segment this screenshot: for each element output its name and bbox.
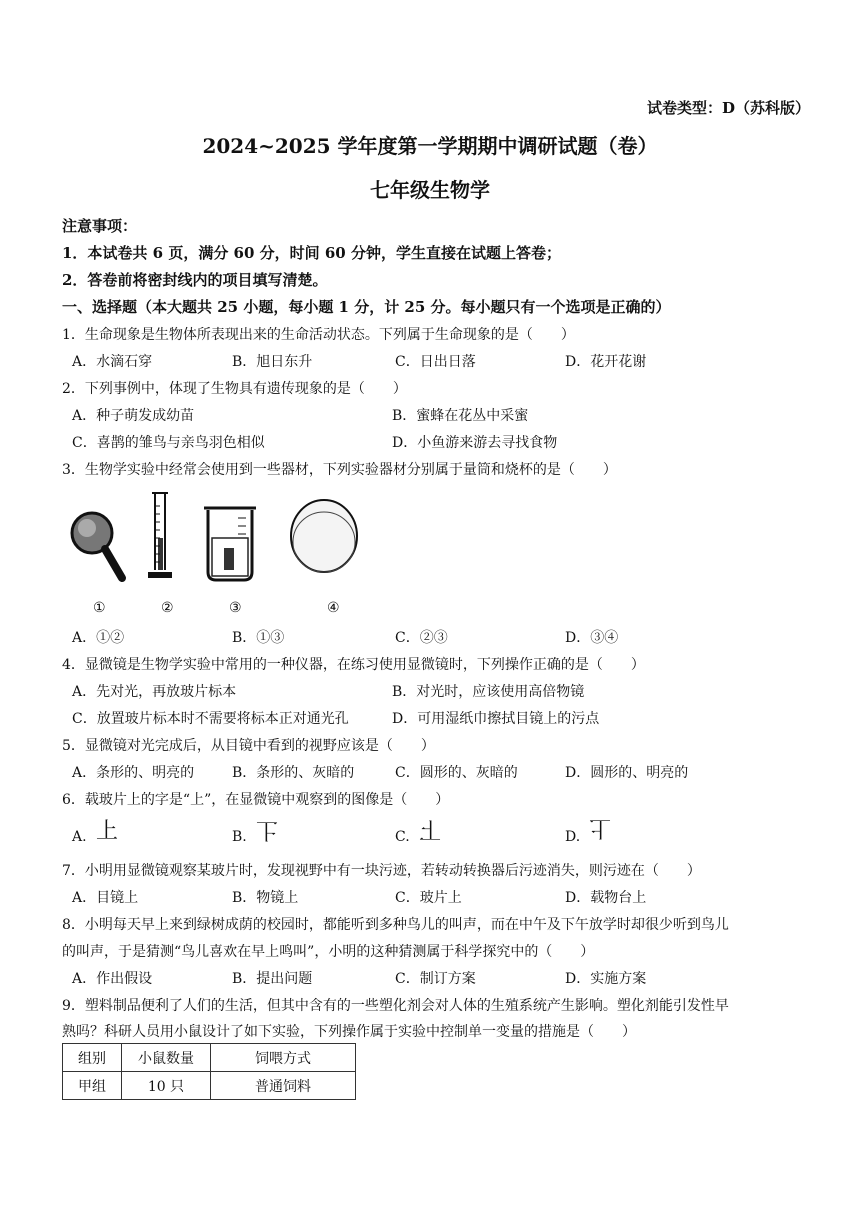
subject-title: 七年级生物学 xyxy=(370,178,490,202)
option-d: D．小鱼游来游去寻找食物 xyxy=(392,435,558,451)
option-a: A．目镜上 xyxy=(72,890,139,906)
option-a: A．作出假设 xyxy=(72,971,153,987)
option-c: C．玻片上 xyxy=(395,890,462,906)
figure-label: ③ xyxy=(229,600,242,616)
option-d: D．圆形的、明亮的 xyxy=(565,765,689,781)
beaker-icon xyxy=(204,508,256,580)
glyph-shang-flipped: 上 xyxy=(256,817,279,842)
petri-dish-icon xyxy=(291,500,357,572)
option-d: D. xyxy=(565,829,581,845)
question-stem: 9．塑料制品便利了人们的生活，但其中含有的一些塑化剂会对人体的生殖系统产生影响。塑化剂能引发性早 xyxy=(62,998,729,1014)
graduated-cylinder-icon xyxy=(148,493,172,578)
option-b: B．条形的、灰暗的 xyxy=(232,765,355,781)
glyph-shang-rotated: 上 xyxy=(589,815,612,840)
option-b: B．提出问题 xyxy=(232,971,313,987)
notice-heading: 注意事项： xyxy=(62,217,138,235)
option-c: C. xyxy=(395,829,410,845)
table-header-row xyxy=(63,1044,356,1072)
table-cell: 10 只 xyxy=(122,1072,211,1100)
question-stem: 1．生命现象是生物体所表现出来的生命活动状态。下列属于生命现象的是（ ） xyxy=(62,327,575,343)
glyph-shang-mirrored: 上 xyxy=(419,820,442,845)
option-d: D．载物台上 xyxy=(565,890,647,906)
question-stem: 6．载玻片上的字是“上”，在显微镜中观察到的图像是（ ） xyxy=(62,792,450,808)
option-a: A．①② xyxy=(72,630,125,646)
lab-equipment-figure xyxy=(62,488,382,598)
option-d: D．可用湿纸巾擦拭目镜上的污点 xyxy=(392,711,600,727)
option-d: D．实施方案 xyxy=(565,971,647,987)
option-a: A. xyxy=(72,829,87,845)
option-b: B．旭日东升 xyxy=(232,354,313,370)
option-c: C．制订方案 xyxy=(395,971,476,987)
table-cell: 普通饲料 xyxy=(211,1072,356,1100)
figure-label: ④ xyxy=(327,600,340,616)
table-row xyxy=(63,1072,356,1100)
option-a: A．种子萌发成幼苗 xyxy=(72,408,195,424)
figure-label: ② xyxy=(161,600,174,616)
option-a: A．水滴石穿 xyxy=(72,354,153,370)
option-c: C．圆形的、灰暗的 xyxy=(395,765,518,781)
experiment-table xyxy=(62,1043,356,1100)
option-a: A．条形的、明亮的 xyxy=(72,765,195,781)
option-b: B. xyxy=(232,829,247,845)
option-c: C．放置玻片标本时不需要将标本正对通光孔 xyxy=(72,711,349,727)
question-stem-cont: 的叫声，于是猜测“鸟儿喜欢在早上鸣叫”，小明的这种猜测属于科学探究中的（ ） xyxy=(62,944,595,960)
magnifying-glass-icon xyxy=(72,513,122,578)
question-stem: 5．显微镜对光完成后，从目镜中看到的视野应该是（ ） xyxy=(62,738,435,754)
question-stem: 2．下列事例中，体现了生物具有遗传现象的是（ ） xyxy=(62,381,407,397)
option-c: C．喜鹊的雏鸟与亲鸟羽色相似 xyxy=(72,435,265,451)
option-c: C．②③ xyxy=(395,630,448,646)
figure-label: ① xyxy=(93,600,106,616)
question-stem-cont: 熟吗？科研人员用小鼠设计了如下实验，下列操作属于实验中控制单一变量的措施是（ ） xyxy=(62,1024,636,1040)
table-header-cell: 组别 xyxy=(63,1044,122,1072)
question-stem: 7．小明用显微镜观察某玻片时，发现视野中有一块污迹，若转动转换器后污迹消失，则污迹在（ ） xyxy=(62,863,701,879)
exam-title: 2024~2025 学年度第一学期期中调研试题（卷） xyxy=(202,134,658,158)
option-d: D．③④ xyxy=(565,630,619,646)
notice-item: 2．答卷前将密封线内的项目填写清楚。 xyxy=(62,271,328,289)
option-a: A．先对光，再放玻片标本 xyxy=(72,684,237,700)
option-b: B．对光时，应该使用高倍物镜 xyxy=(392,684,585,700)
notice-item: 1．本试卷共 6 页，满分 60 分，时间 60 分钟，学生直接在试题上答卷； xyxy=(62,244,561,262)
paper-type: 试卷类型：D（苏科版） xyxy=(646,99,810,117)
question-stem: 8．小明每天早上来到绿树成荫的校园时，都能听到多种鸟儿的叫声，而在中午及下午放学时却很少听到鸟儿 xyxy=(62,917,729,933)
table-header-cell: 饲喂方式 xyxy=(211,1044,356,1072)
option-b: B．蜜蜂在花丛中采蜜 xyxy=(392,408,529,424)
option-c: C．日出日落 xyxy=(395,354,476,370)
option-b: B．①③ xyxy=(232,630,285,646)
question-stem: 4．显微镜是生物学实验中常用的一种仪器，在练习使用显微镜时，下列操作正确的是（ ） xyxy=(62,657,645,673)
question-stem: 3．生物学实验中经常会使用到一些器材，下列实验器材分别属于量筒和烧杯的是（ ） xyxy=(62,462,617,478)
section-heading: 一、选择题（本大题共 25 小题，每小题 1 分，计 25 分。每小题只有一个选项是正确的） xyxy=(62,298,671,316)
table-header-cell: 小鼠数量 xyxy=(122,1044,211,1072)
table-cell: 甲组 xyxy=(63,1072,122,1100)
option-d: D．花开花谢 xyxy=(565,354,647,370)
glyph-shang-upright: 上 xyxy=(96,819,119,844)
option-b: B．物镜上 xyxy=(232,890,299,906)
